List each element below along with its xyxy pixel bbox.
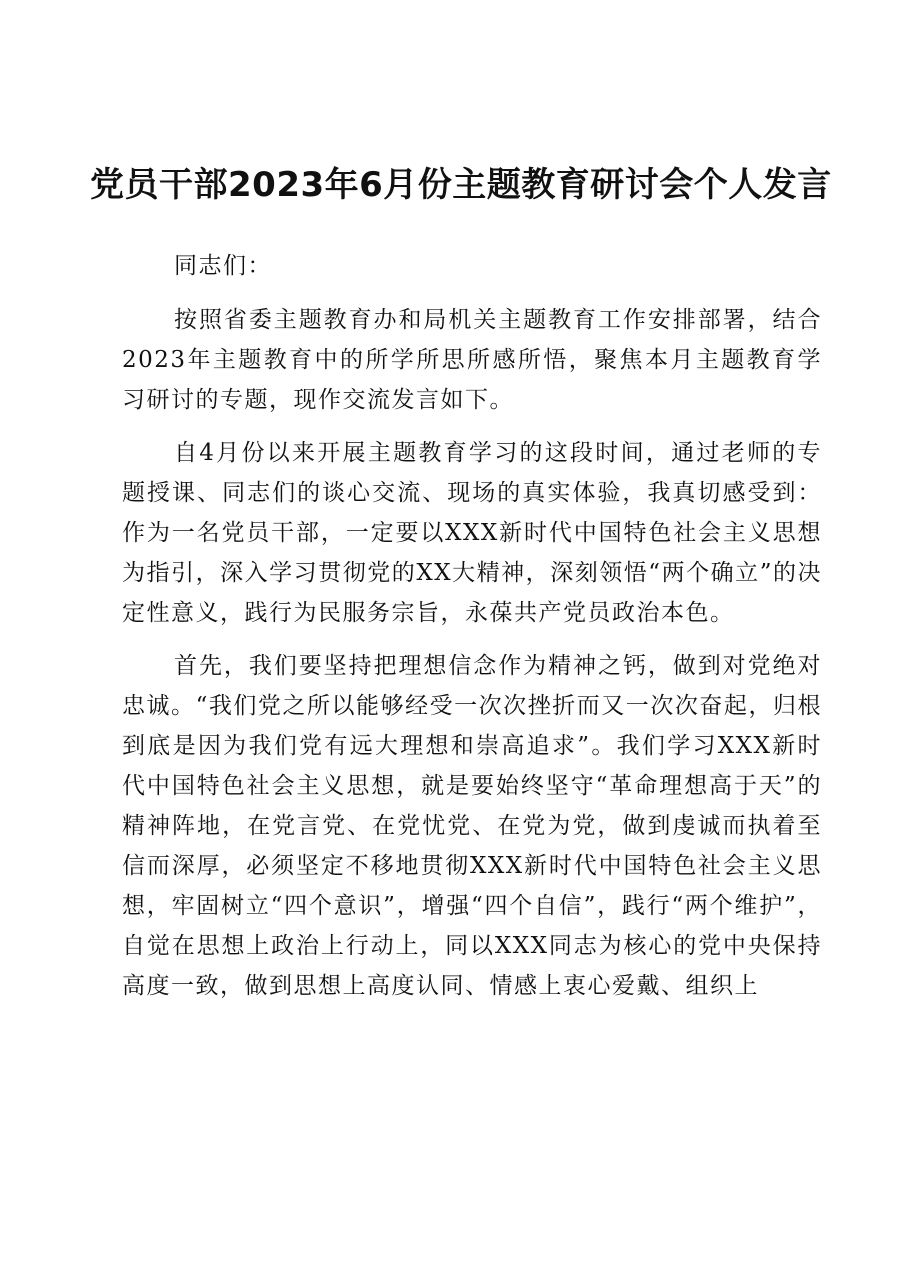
salutation-paragraph: 同志们： [174,253,272,279]
intro-paragraph: 按照省委主题教育办和局机关主题教育工作安排部署，结合2023年主题教育中的所学所思所感所悟，聚焦本月主题教育学习研讨的专题，现作交流发言如下。 [122,307,822,413]
document-body [122,246,822,1019]
experience-paragraph: 自4月份以来开展主题教育学习的这段时间，通过老师的专题授课、同志们的谈心交流、现场的真实体验，我真切感受到：作为一名党员干部，一定要以XXX新时代中国特色社会主义思想为指引，深入学习贯彻党的XX大精神，深刻领悟“两个确立”的决定性意义，践行为民服务宗旨，永葆共产党员政治本色。 [122,440,822,626]
document-title: 党员干部2023年6月份主题教育研讨会个人发言 [90,165,832,205]
first-point-paragraph: 首先，我们要坚持把理想信念作为精神之钙，做到对党绝对忠诚。“我们党之所以能够经受一次次挫折而又一次次奋起，归根到底是因为我们党有远大理想和崇高追求”。我们学习XXX新时代中国特色社会主义思想，就是要始终坚守“革命理想高于天”的精神阵地，在党言党、在党忧党、在党为党，做到虔诚而执着至信而深厚，必须坚定不移地贯彻XXX新时代中国特色社会主义思想，牢固树立“四个意识”，增强“四个自信”，践行“两个维护”，自觉在思想上政治上行动上，同以XXX同志为核心的党中央保持高度一致，做到思想上高度认同、情感上衷心爱戴、组织上 [122,653,822,999]
